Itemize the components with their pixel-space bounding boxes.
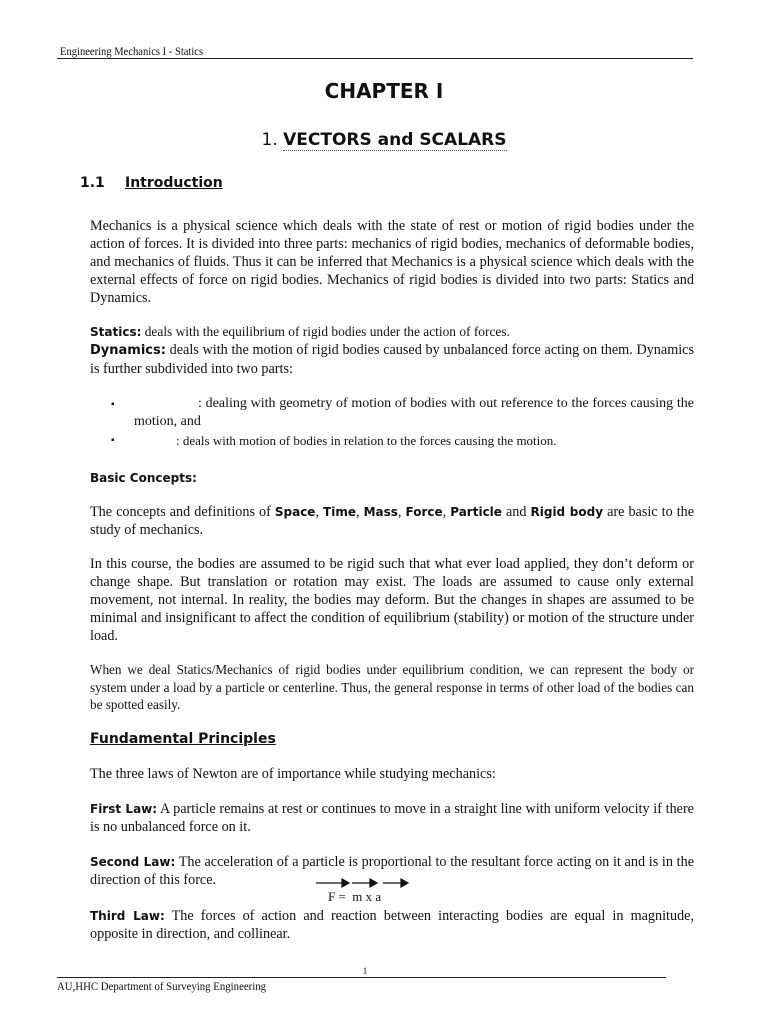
- third-law-label: Third Law:: [90, 909, 165, 923]
- concept-term: Particle: [450, 505, 502, 519]
- first-law: [90, 800, 694, 836]
- basic-concepts-heading: Basic Concepts:: [90, 471, 197, 485]
- intro-paragraph: Mechanics is a physical science which deals with the state of rest or motion of rigid bodies under the action of forces. It is divided into three parts: mechanics of rigid bodies, mechanics of deformable bodies, and mechanics of fluids. Thus it can be inferred that Mechanics is a physical science which deals with the external effects of force on rigid bodies. Mechanics of rigid bodies is divided into two parts: Statics and Dynamics.: [90, 218, 694, 306]
- newton-formula: [312, 876, 422, 906]
- bullet-text: : deals with motion of bodies in relation to the forces causing the motion.: [176, 433, 557, 448]
- fundamental-principles-heading: Fundamental Principles: [90, 731, 276, 747]
- concept-term: Mass: [363, 505, 398, 519]
- bullet-text: : dealing with geometry of motion of bodies with out reference to the forces causing the motion, and: [134, 396, 694, 429]
- section-number: 1.: [261, 130, 278, 150]
- first-law-label: First Law:: [90, 802, 158, 816]
- concepts-text: are basic to the study of mechanics.: [90, 504, 695, 538]
- third-law-text: The forces of action and reaction between interacting bodies are equal in magnitude, opposite in direction, and collinear.: [90, 908, 695, 942]
- third-law: [90, 907, 694, 943]
- second-law-text: The acceleration of a particle is proportional to the resultant force acting on it and is in the direction of this force.: [90, 854, 695, 888]
- footer-text: AU,HHC Department of Surveying Engineering: [57, 979, 267, 993]
- concept-term: Time: [323, 505, 356, 519]
- term-separator: and: [501, 504, 531, 520]
- second-law-label: Second Law:: [90, 855, 176, 869]
- dynamics-text: deals with the motion of rigid bodies caused by unbalanced force acting on them. Dynamics is further subdivided into two parts:: [90, 342, 694, 377]
- chapter-title: CHAPTER I: [324, 79, 444, 103]
- term-separator: ,: [397, 504, 406, 520]
- bullet-kinetics: [134, 432, 557, 450]
- statics-label: Statics:: [90, 325, 142, 339]
- bullet-kinematics: [134, 395, 694, 431]
- equilibrium-paragraph: When we deal Statics/Mechanics of rigid bodies under equilibrium condition, we can represent the body or system under a load by a particle or centerline. Thus, the general response in terms of other load of the bodies can be spotted easily.: [90, 662, 694, 712]
- subsection-title: Introduction: [125, 175, 223, 191]
- page-number: 1: [362, 966, 368, 976]
- footer-rule: [57, 977, 666, 978]
- section-title: [0, 130, 768, 150]
- basic-concepts-paragraph: [90, 503, 694, 539]
- term-separator: ,: [442, 504, 451, 520]
- statics-text: deals with the equilibrium of rigid bodies under the action of forces.: [141, 324, 510, 339]
- bullet-marker: ▪: [111, 435, 115, 446]
- statics-definition: [90, 323, 694, 341]
- concepts-text: The concepts and definitions of: [90, 504, 275, 520]
- rigid-body-paragraph: In this course, the bodies are assumed to be rigid such that what ever load applied, they don’t deform or change shape. But translation or rotation may exist. The loads are assumed to cause only external movement, not internal. In reality, the bodies may deform. But the changes in shapes are assumed to be minimal and insignificant to affect the condition of equilibrium (stability) or motion of the structure under load.: [90, 556, 694, 644]
- running-header: Engineering Mechanics I - Statics: [60, 44, 204, 58]
- dynamics-label: Dynamics:: [90, 343, 166, 358]
- header-rule: [57, 58, 693, 59]
- section-title-text: VECTORS and SCALARS: [283, 130, 507, 150]
- term-separator: ,: [315, 504, 324, 520]
- vector-arrows: [312, 876, 422, 890]
- bullet-marker: ▪: [111, 399, 115, 410]
- dynamics-definition: [90, 341, 694, 378]
- concept-term: Force: [405, 505, 443, 519]
- newton-intro: The three laws of Newton are of importance while studying mechanics:: [90, 766, 496, 782]
- formula-text: F = m x a: [328, 889, 382, 904]
- subsection-number: 1.1: [80, 175, 105, 191]
- concept-term: Rigid body: [530, 505, 604, 519]
- first-law-text: A particle remains at rest or continues to move in a straight line with uniform velocity if there is no unbalanced force on it.: [90, 801, 694, 835]
- term-separator: ,: [356, 504, 364, 520]
- concept-term: Space: [274, 505, 316, 519]
